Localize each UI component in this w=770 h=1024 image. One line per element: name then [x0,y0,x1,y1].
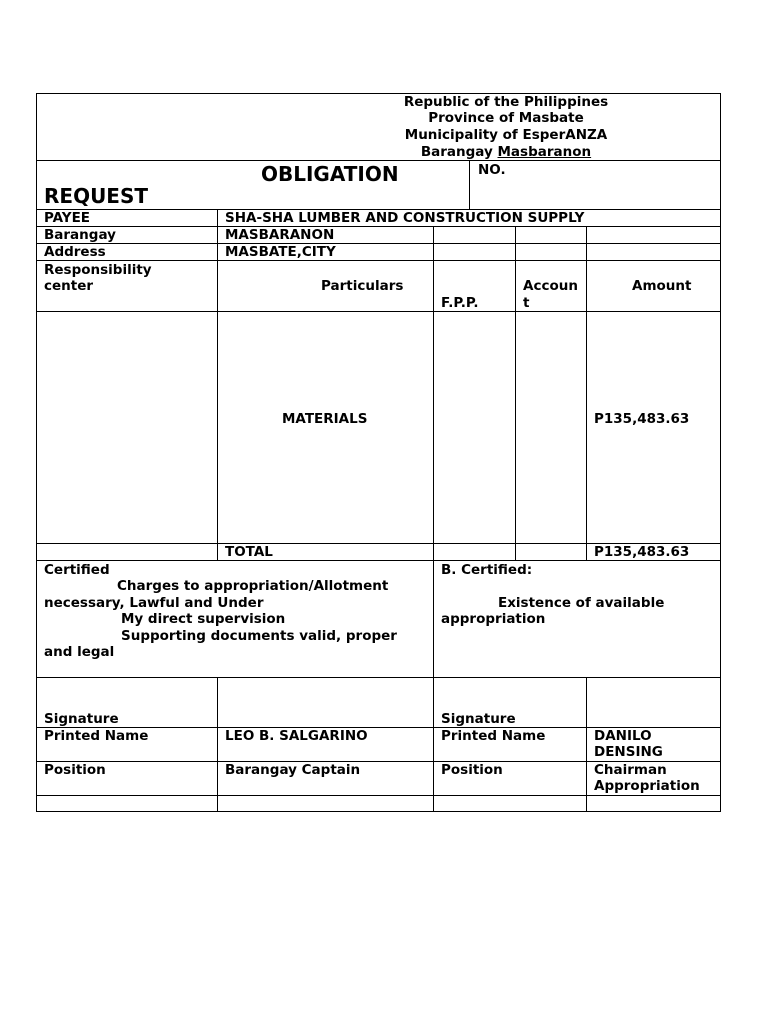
cert-a-line: necessary, Lawful and Under [44,595,264,611]
header-block [36,94,721,160]
table-divider [36,560,721,561]
printed-name-label-a: Printed Name [44,728,149,744]
table-divider [433,560,434,812]
responsibility-center-header-line2: center [44,278,94,294]
total-label: TOTAL [225,544,273,560]
total-amount: P135,483.63 [594,544,690,560]
amount-entry: P135,483.63 [594,411,690,427]
printed-name-value-a: LEO B. SALGARINO [225,728,368,744]
table-divider [36,677,721,678]
fpp-header: F.P.P. [441,295,479,311]
position-value-b-line2: Appropriation [594,778,700,794]
cert-b-line: appropriation [441,611,546,627]
payee-value: SHA-SHA LUMBER AND CONSTRUCTION SUPPLY [225,210,585,226]
cert-a-line: Supporting documents valid, proper [121,628,397,644]
number-label: NO. [478,162,506,178]
address-value: MASBATE,CITY [225,244,336,260]
payee-label: PAYEE [44,210,91,226]
position-value-b: Chairman [594,762,667,778]
table-border [36,811,721,812]
title-request: REQUEST [44,184,149,208]
table-divider [36,795,721,796]
title-obligation: OBLIGATION [261,162,399,186]
header-line-municipality: Municipality of EsperANZA [404,127,608,143]
printed-name-value-b: DANILO [594,728,652,744]
address-label: Address [44,244,106,260]
table-divider [586,226,587,561]
signature-label-a: Signature [44,711,119,727]
responsibility-center-header: Responsibility [44,262,152,278]
header-line-province: Province of Masbate [428,110,584,126]
table-divider [515,226,516,561]
barangay-name: Masbaranon [497,144,592,160]
table-divider [217,209,218,561]
particulars-header: Particulars [321,278,404,294]
table-divider [586,677,587,812]
table-divider [36,311,721,312]
table-border [36,93,37,812]
table-border [720,93,721,812]
position-value-a: Barangay Captain [225,762,361,778]
cert-a-line: and legal [44,644,115,660]
table-divider [36,160,721,161]
cert-a-line: My direct supervision [121,611,286,627]
cert-b-line: Existence of available [498,595,665,611]
account-header-line2: t [523,295,530,311]
position-label-a: Position [44,762,106,778]
table-divider [433,226,434,561]
signature-label-b: Signature [441,711,516,727]
printed-name-label-b: Printed Name [441,728,546,744]
barangay-label: Barangay [44,227,116,243]
amount-header: Amount [632,278,692,294]
table-divider [36,226,721,227]
table-divider [217,677,218,812]
cert-a-line: Certified [44,562,110,578]
position-label-b: Position [441,762,503,778]
printed-name-value-b-line2: DENSING [594,744,663,760]
header-line-barangay [36,144,770,160]
barangay-value: MASBARANON [225,227,335,243]
cert-a-line: Charges to appropriation/Allotment [117,578,389,594]
barangay-prefix: Barangay [420,144,498,160]
cert-b-line: B. Certified: [441,562,533,578]
table-divider [469,160,470,209]
account-header: Accoun [523,278,578,294]
header-line-republic: Republic of the Philippines [403,94,609,110]
table-divider [36,243,721,244]
table-divider [36,260,721,261]
particulars-entry: MATERIALS [282,411,368,427]
